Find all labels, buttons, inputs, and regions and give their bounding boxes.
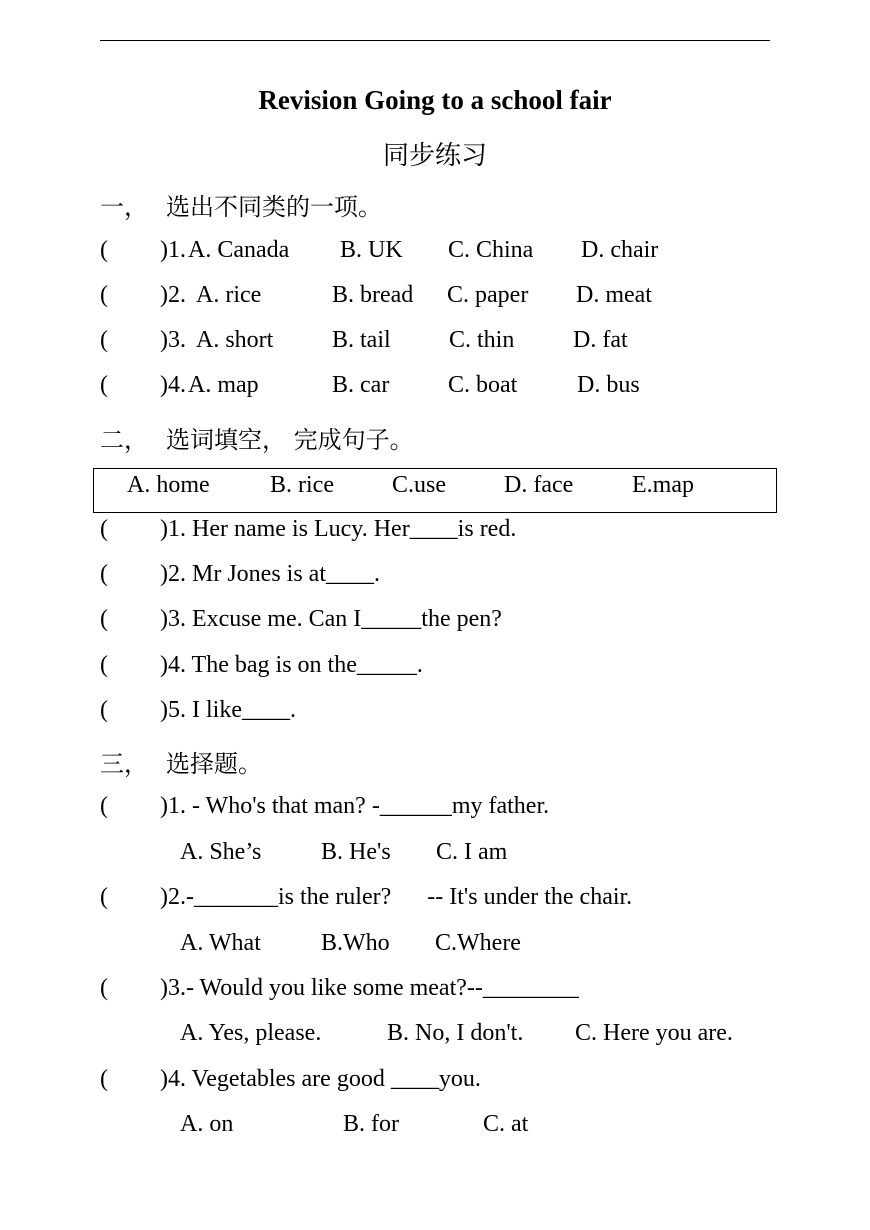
option-d: D. chair	[581, 237, 659, 263]
choice-a: A. on	[180, 1111, 234, 1137]
section1-title: 选出不同类的一项。	[166, 193, 382, 221]
question-number: )1.	[160, 237, 186, 263]
answer-paren: (	[100, 697, 108, 723]
option-b: B. UK	[340, 237, 403, 263]
option-a: A. rice	[196, 282, 262, 308]
question-text: )4. The bag is on the_____.	[160, 652, 423, 678]
option-c: C. thin	[449, 327, 515, 353]
question-text: )3. Excuse me. Can I_____the pen?	[160, 606, 502, 632]
answer-paren: (	[100, 606, 108, 632]
question-text: )4. Vegetables are good ____you.	[160, 1066, 481, 1092]
option-a: A. short	[196, 327, 274, 353]
choice-c: C. I am	[436, 839, 508, 865]
section3-heading	[100, 744, 262, 779]
option-d: D. fat	[573, 327, 628, 353]
choice-a: A. Yes, please.	[180, 1020, 322, 1046]
option-a: A. Canada	[188, 237, 290, 263]
word-bank-item: C.use	[392, 472, 446, 498]
option-c: C. boat	[448, 372, 518, 398]
answer-paren: (	[100, 975, 108, 1001]
choice-c: C. Here you are.	[575, 1020, 733, 1046]
answer-paren: (	[100, 793, 108, 819]
choice-c: C.Where	[435, 930, 521, 956]
answer-paren: (	[100, 1066, 108, 1092]
word-bank-item: A. home	[127, 472, 210, 498]
question-text: )1. Her name is Lucy. Her____is red.	[160, 516, 517, 542]
choice-b: B. for	[343, 1111, 399, 1137]
section1-heading	[100, 187, 382, 222]
word-bank-item: E.map	[632, 472, 694, 498]
section1-number: 一，	[100, 193, 148, 221]
word-bank-box	[93, 468, 777, 513]
word-bank-item: B. rice	[270, 472, 334, 498]
section3-title: 选择题。	[166, 750, 262, 778]
question-number: )4.	[160, 372, 186, 398]
page-subtitle: 同步练习	[382, 141, 487, 171]
option-d: D. bus	[577, 372, 640, 398]
option-b: B. bread	[332, 282, 414, 308]
question-text: )3.- Would you like some meat?--________	[160, 975, 579, 1001]
choice-b: B. He's	[321, 839, 391, 865]
section2-number: 二，	[100, 426, 148, 454]
answer-paren: (	[100, 652, 108, 678]
choice-c: C. at	[483, 1111, 529, 1137]
option-b: B. tail	[332, 327, 391, 353]
choice-b: B.Who	[321, 930, 390, 956]
option-c: C. paper	[447, 282, 529, 308]
answer-paren: (	[100, 327, 108, 353]
answer-paren: (	[100, 282, 108, 308]
option-c: C. China	[448, 237, 534, 263]
option-d: D. meat	[576, 282, 652, 308]
word-bank-item: D. face	[504, 472, 574, 498]
section3-number: 三，	[100, 750, 148, 778]
question-text: )5. I like____.	[160, 697, 296, 723]
header-rule	[100, 40, 770, 41]
question-number: )3.	[160, 327, 186, 353]
answer-paren: (	[100, 516, 108, 542]
answer-paren: (	[100, 372, 108, 398]
question-text: )1. - Who's that man? -______my father.	[160, 793, 550, 819]
choice-a: A. What	[180, 930, 261, 956]
section2-heading	[100, 420, 414, 455]
answer-paren: (	[100, 561, 108, 587]
question-text: )2. Mr Jones is at____.	[160, 561, 380, 587]
section2-title: 选词填空， 完成句子。	[166, 426, 414, 454]
question-text: )2.-_______is the ruler? -- It's under the chair.	[160, 884, 633, 910]
answer-paren: (	[100, 884, 108, 910]
page-title: Revision Going to a school fair	[258, 85, 612, 115]
option-a: A. map	[188, 372, 259, 398]
question-number: )2.	[160, 282, 186, 308]
choice-b: B. No, I don't.	[387, 1020, 524, 1046]
answer-paren: (	[100, 237, 108, 263]
option-b: B. car	[332, 372, 390, 398]
choice-a: A. She’s	[180, 839, 262, 865]
